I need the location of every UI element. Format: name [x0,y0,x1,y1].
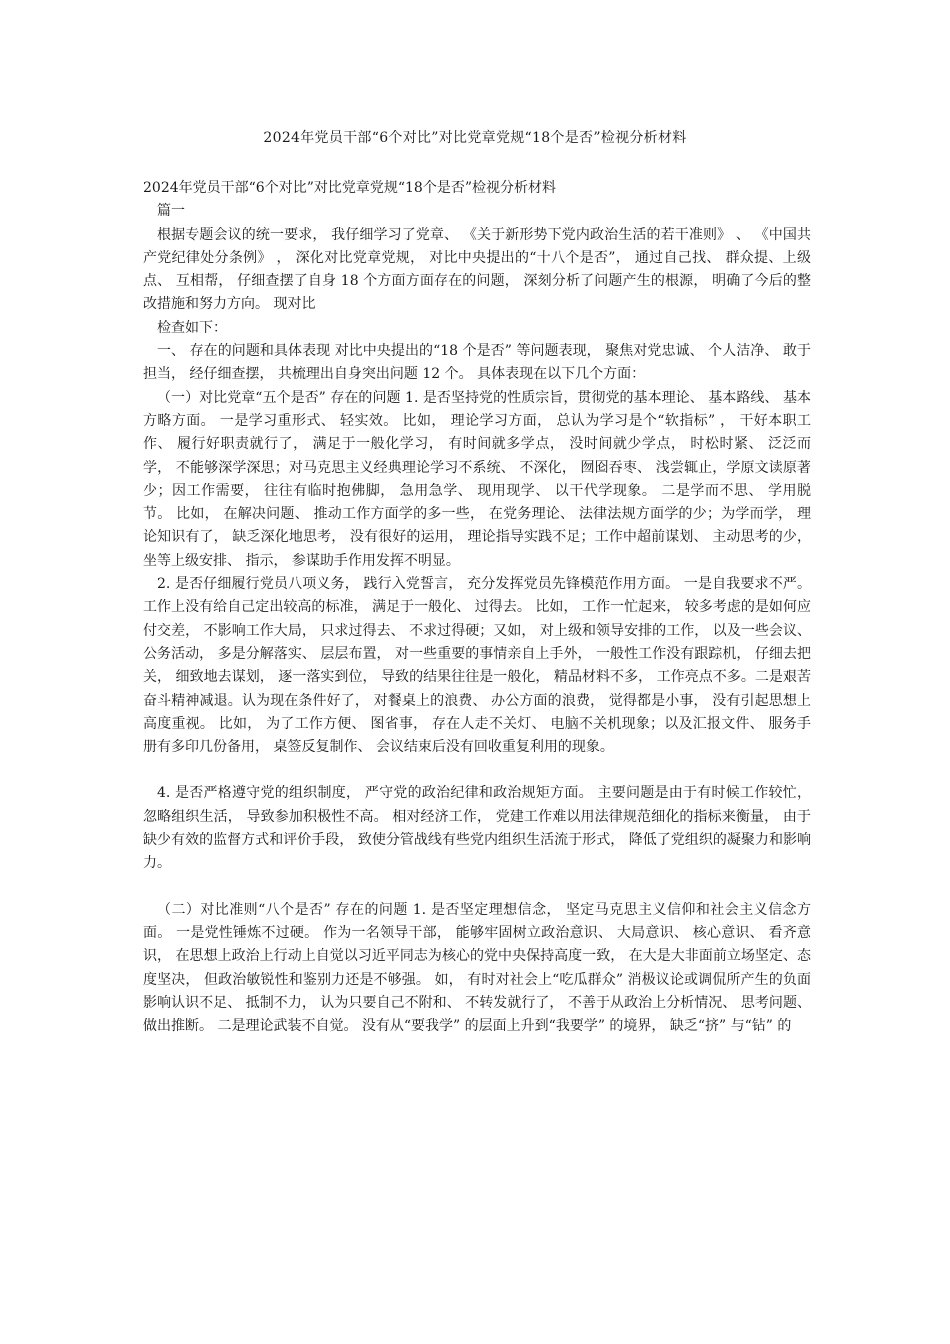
document-subtitle: 2024年党员干部“6个对比”对比党章党规“18个是否”检视分析材料 [143,180,556,196]
paragraph-gap [143,759,811,782]
paragraph-section-2: （二）对比准则“八个是否” 存在的问题 1. 是否坚定理想信念， 坚定马克思主义信仰和社会主义信念方面。 一是党性锤炼不过硬。 作为一名领导干部， 能够牢固树立政治意识、 大局意识、 核心意识、 看齐意识， 在思想上政治上行动上自觉以习近平同志为核心的党中央保持高度一致， 在大是大非面前立场坚定、态度坚决， 但政治敏锐性和鉴别力还是不够强。 如， 有时对社会上“吃瓜群众” 消极议论或调侃所产生的负面影响认识不足、 抵制不力， 认为只要自己不附和、 不转发就行了， 不善于从政治上分析情况、 思考问题、 做出推断。 二是理论武装不自觉。 没有从“要我学” 的层面上升到“我要学” 的境界， 缺乏“挤” 与“钻” 的 [143,901,811,1035]
paragraph-intro: 根据专题会议的统一要求， 我仔细学习了党章、 《关于新形势下党内政治生活的若干准则》 、 《中国共产党纪律处分条例》 ， 深化对比党章党规， 对比中央提出的“十八个是否”， 通过自己找、 群众提、上级点、 互相帮， 仔细查摆了自身 18 个方面方面存在的问题， 深刻分析了问题产生的根源， 明确了今后的整改措施和努力方向。 现对比 [143,226,811,313]
section-label: 篇一 [157,203,185,220]
paragraph-check: 检查如下： [157,319,227,336]
paragraph-section-1: （一）对比党章“五个是否” 存在的问题 1. 是否坚持党的性质宗旨，贯彻党的基本理论、 基本路线、 基本方略方面。 一是学习重形式、 轻实效。 比如， 理论学习方面， 总认为学习是个“软指标” ， 干好本职工作、 履行好职责就行了， 满足于一般化学习， 有时间就多学点， 没时间就少学点， 时松时紧、 泛泛而学， 不能够深学深思；对马克思主义经典理论学习不系统、 不深化， 囫囵吞枣、 浅尝辄止，学原文读原著少；因工作需要， 往往有临时抱佛脚， 急用急学、 现用现学、 以干代学现象。 二是学而不思、 学用脱节。 比如， 在解决问题、 推动工作方面学的多一些， 在党务理论、 法律法规方面学的少；为学而学， 理论知识有了， 缺乏深化地思考， 没有很好的运用， 理论指导实践不足；工作中超前谋划、 主动思考的少， 坐等上级安排、 指示， 参谋助手作用发挥不明显。 [143,389,811,569]
document-body [143,177,811,1038]
paragraph-gap [143,876,811,899]
paragraph-item-2: 2. 是否仔细履行党员八项义务， 践行入党誓言， 充分发挥党员先锋模范作用方面。 一是自我要求不严。 工作上没有给自己定出较高的标准， 满足于一般化、 过得去。 比如， 工作一忙起来， 较多考虑的是如何应付交差， 不影响工作大局， 只求过得去、 不求过得硬；又如， 对上级和领导安排的工作， 以及一些会议、 公务活动， 多是分解落实、 层层布置， 对一些重要的事情亲自上手外， 一般性工作没有跟踪机， 仔细去把关， 细致地去谋划， 逐一落实到位， 导致的结果往往是一般化， 精品材料不多， 工作亮点不多。二是艰苦奋斗精神减退。认为现在条件好了， 对餐桌上的浪费、 办公方面的浪费， 觉得都是小事， 没有引起思想上高度重视。 比如， 为了工作方便、 图省事， 存在人走不关灯、 电脑不关机现象；以及汇报文件、 服务手册有多印几份备用， 桌签反复制作、 会议结束后没有回收重复利用的现象。 [143,576,811,756]
paragraph-problems: 一、 存在的问题和具体表现 对比中央提出的“18 个是否” 等问题表现， 聚焦对党忠诚、 个人洁净、 敢于担当， 经仔细查摆， 共梳理出自身突出问题 12 个。 具体表现在以下几个方面： [143,343,811,383]
page-title: 2024年党员干部“6个对比”对比党章党规“18个是否”检视分析材料 [263,130,687,146]
paragraph-item-4: 4. 是否严格遵守党的组织制度， 严守党的政治纪律和政治规矩方面。 主要问题是由于有时候工作较忙， 忽略组织生活， 导致参加积极性不高。 相对经济工作， 党建工作难以用法律规范细化的指标来衡量， 由于缺少有效的监督方式和评价手段， 致使分管战线有些党内组织生活流于形式， 降低了党组织的凝聚力和影响力。 [143,785,811,872]
